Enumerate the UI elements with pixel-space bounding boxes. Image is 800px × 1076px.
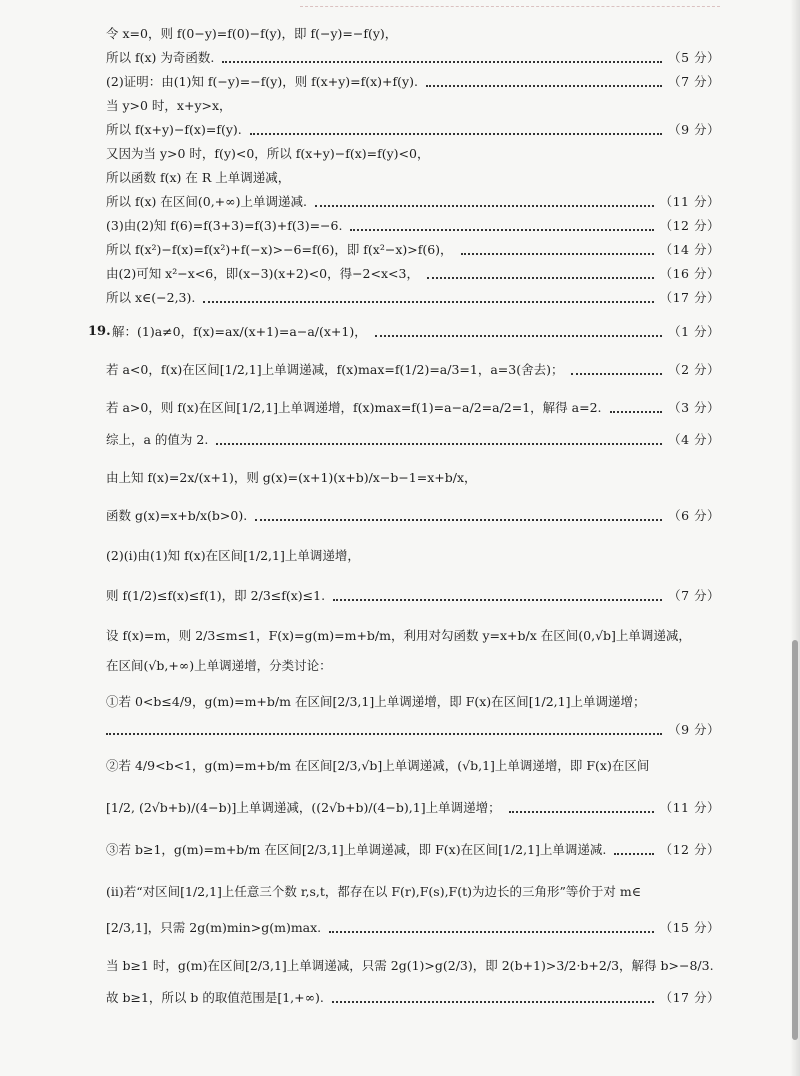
solution-line: (2)证明：由(1)知 f(−y)=−f(y)，则 f(x+y)=f(x)+f(y). （7 分） — [106, 74, 720, 89]
solution-line: 当 b≥1 时，g(m)在区间[2/3,1]上单调递减，只需 2g(1)>g(2/3)，即 2(b+1)>3/2·b+2/3，解得 b>−8/3. — [106, 958, 714, 973]
solution-line: 解：(1)a≠0，f(x)=ax/(x+1)=a−a/(x+1)， （1 分） — [112, 324, 720, 339]
solution-line: 综上，a 的值为 2. （4 分） — [106, 432, 720, 447]
solution-line: 设 f(x)=m，则 2/3≤m≤1，F(x)=g(m)=m+b/m，利用对勾函数 y=x+b/x 在区间(0,√b]上单调递减， — [106, 628, 691, 643]
solution-line: ①若 0<b≤4/9，g(m)=m+b/m 在区间[2/3,1]上单调递增，即 F(x)在区间[1/2,1]上单调递增； — [106, 694, 646, 709]
solution-line: (ii)若“对区间[1/2,1]上任意三个数 r,s,t，都存在以 F(r),F(s),F(t)为边长的三角形”等价于对 m∈ — [106, 884, 641, 899]
solution-line: （9 分） — [106, 722, 720, 738]
solution-line: 所以 f(x²)−f(x)=f(x²)+f(−x)>−6=f(6)，即 f(x²−x)>f(6)， （14 分） — [106, 242, 720, 257]
solution-line: 当 y>0 时，x+y>x， — [106, 98, 232, 113]
solution-line: [2/3,1]，只需 2g(m)min>g(m)max. （15 分） — [106, 920, 720, 935]
solution-line: 在区间(√b,+∞)上单调递增，分类讨论： — [106, 658, 332, 673]
solution-line: 令 x=0，则 f(0−y)=f(0)−f(y)，即 f(−y)=−f(y)， — [106, 26, 398, 41]
solution-line: 所以 f(x) 为奇函数. （5 分） — [106, 50, 720, 65]
solution-line: 由上知 f(x)=2x/(x+1)，则 g(x)=(x+1)(x+b)/x−b−1=x+b/x， — [106, 470, 477, 485]
solution-line: ②若 4/9<b<1，g(m)=m+b/m 在区间[2/3,√b]上单调递减，(√b,1]上单调递增，即 F(x)在区间 — [106, 758, 650, 773]
solution-line: 所以函数 f(x) 在 R 上单调递减， — [106, 170, 291, 185]
solution-line: 所以 f(x) 在区间(0,+∞)上单调递减. （11 分） — [106, 194, 720, 209]
question-number: 19. — [88, 324, 111, 339]
solution-line: ③若 b≥1，g(m)=m+b/m 在区间[2/3,1]上单调递减，即 F(x)在区间[1/2,1]上单调递减. （12 分） — [106, 842, 720, 857]
vertical-scrollbar[interactable] — [792, 640, 798, 1040]
top-page-edge — [300, 0, 720, 7]
solution-line: (2)(i)由(1)知 f(x)在区间[1/2,1]上单调递增， — [106, 548, 360, 563]
solution-line: 又因为当 y>0 时，f(y)<0，所以 f(x+y)−f(x)=f(y)<0， — [106, 146, 430, 161]
solution-line: 故 b≥1，所以 b 的取值范围是[1,+∞). （17 分） — [106, 990, 720, 1005]
solution-line: 函数 g(x)=x+b/x(b>0). （6 分） — [106, 508, 720, 523]
solution-line: 所以 x∈(−2,3). （17 分） — [106, 290, 720, 305]
solution-line: 若 a>0，则 f(x)在区间[1/2,1]上单调递增，f(x)max=f(1)=a−a/2=a/2=1，解得 a=2. （3 分） — [106, 400, 720, 415]
solution-line: 所以 f(x+y)−f(x)=f(y). （9 分） — [106, 122, 720, 137]
solution-line: 若 a<0，f(x)在区间[1/2,1]上单调递减，f(x)max=f(1/2)=a/3=1，a=3(舍去)； （2 分） — [106, 362, 720, 377]
solution-line: 由(2)可知 x²−x<6，即(x−3)(x+2)<0，得−2<x<3， （16 分） — [106, 266, 720, 281]
solution-line: (3)由(2)知 f(6)=f(3+3)=f(3)+f(3)=−6. （12 分） — [106, 218, 720, 233]
solution-line: 则 f(1/2)≤f(x)≤f(1)，即 2/3≤f(x)≤1. （7 分） — [106, 588, 720, 603]
solution-line: [1/2, (2√b+b)/(4−b)]上单调递减，((2√b+b)/(4−b),1]上单调递增； （11 分） — [106, 800, 720, 815]
